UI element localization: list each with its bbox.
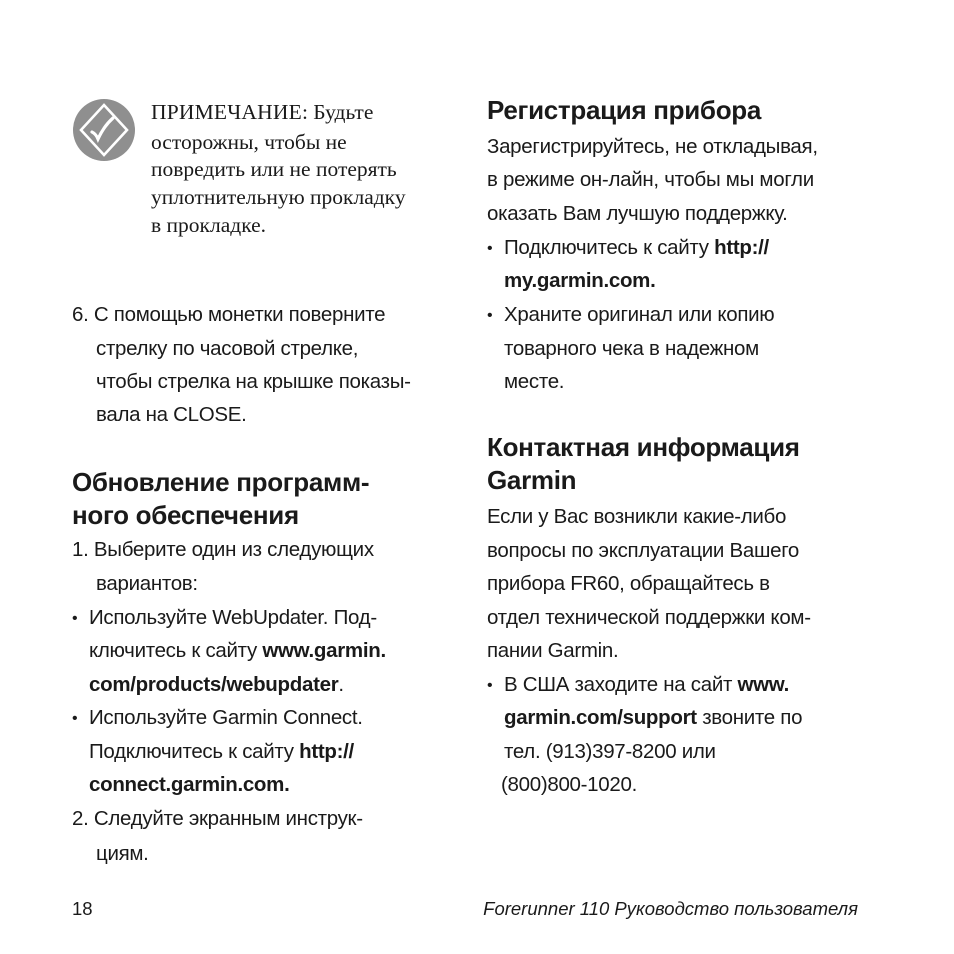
note-line-5: в прокладке. bbox=[151, 213, 267, 237]
note-line-2: осторожны, чтобы не bbox=[151, 130, 347, 154]
registration-line-3: оказать Вам лучшую поддержку. bbox=[487, 202, 788, 225]
step6-line-4: вала на CLOSE. bbox=[96, 403, 247, 426]
contact-line-5: пании Garmin. bbox=[487, 639, 619, 662]
software-bullet1-line-1: Используйте WebUpdater. Под- bbox=[89, 606, 377, 629]
step6-line-1: 6. С помощью монетки поверните bbox=[72, 303, 386, 326]
note-label: ПРИМЕЧАНИЕ bbox=[151, 100, 302, 124]
contact-bullet-line-4: (800)800-1020. bbox=[501, 773, 637, 796]
note-line-4: уплотнительную прокладку bbox=[151, 185, 406, 209]
software-step2-line-1: 2. Следуйте экранным инструк- bbox=[72, 807, 363, 830]
bullet-icon: • bbox=[487, 307, 493, 324]
software-heading-line-2: ного обеспечения bbox=[72, 500, 299, 530]
registration-bullet2-line-3: месте. bbox=[504, 370, 565, 393]
registration-bullet1-line-1: Подключитесь к сайту http:// bbox=[504, 236, 769, 259]
bullet-icon: • bbox=[72, 710, 78, 727]
connect-link-part1[interactable]: http:// bbox=[299, 740, 354, 763]
note-check-icon bbox=[72, 98, 136, 162]
software-heading-line-1: Обновление программ- bbox=[72, 467, 370, 497]
registration-bullet2-line-1: Храните оригинал или копию bbox=[504, 303, 775, 326]
mygarmin-link-part2[interactable]: my.garmin.com. bbox=[504, 269, 656, 292]
contact-heading-line-1: Контактная информация bbox=[487, 432, 800, 462]
note-line-1: ПРИМЕЧАНИЕ: Будьте bbox=[151, 100, 374, 124]
software-bullet2-line-1: Используйте Garmin Connect. bbox=[89, 706, 363, 729]
software-step1-line-1: 1. Выберите один из следующих bbox=[72, 538, 374, 561]
bullet-icon: • bbox=[72, 610, 78, 627]
contact-heading-line-2: Garmin bbox=[487, 465, 577, 495]
footer-title: Forerunner 110 Руководство пользователя bbox=[483, 898, 858, 919]
software-bullet1-line-3: com/products/webupdater. bbox=[89, 673, 344, 696]
contact-bullet-line-1: В США заходите на сайт www. bbox=[504, 673, 790, 696]
mygarmin-link-part1[interactable]: http:// bbox=[714, 236, 769, 259]
registration-heading: Регистрация прибора bbox=[487, 95, 762, 125]
contact-bullet-line-3: тел. (913)397-8200 или bbox=[504, 740, 716, 763]
contact-line-4: отдел технической поддержки ком- bbox=[487, 606, 811, 629]
step6-line-3: чтобы стрелка на крышке показы- bbox=[96, 370, 411, 393]
step6-line-2: стрелку по часовой стрелке, bbox=[96, 337, 359, 360]
registration-line-1: Зарегистрируйтесь, не откладывая, bbox=[487, 135, 818, 158]
software-bullet1-line-2: ключитесь к сайту www.garmin. bbox=[89, 639, 386, 662]
registration-bullet2-line-2: товарного чека в надежном bbox=[504, 337, 759, 360]
contact-bullet-line-2: garmin.com/support звоните по bbox=[504, 706, 803, 729]
bullet-icon: • bbox=[487, 240, 493, 257]
support-link-part1[interactable]: www. bbox=[737, 673, 790, 696]
note-line-3: повредить или не потерять bbox=[151, 157, 397, 181]
registration-line-2: в режиме он-лайн, чтобы мы могли bbox=[487, 168, 814, 191]
webupdater-link-part2[interactable]: com/products/webupdater bbox=[89, 673, 339, 696]
support-link-part2[interactable]: garmin.com/support bbox=[504, 706, 697, 729]
webupdater-link-part1[interactable]: www.garmin. bbox=[262, 639, 386, 662]
software-step2-line-2: циям. bbox=[96, 842, 149, 865]
page-number: 18 bbox=[72, 898, 93, 919]
connect-link-part2[interactable]: connect.garmin.com. bbox=[89, 773, 290, 796]
contact-line-2: вопросы по эксплуатации Вашего bbox=[487, 539, 800, 562]
contact-line-1: Если у Вас возникли какие-либо bbox=[487, 505, 787, 528]
contact-line-3: прибора FR60, обращайтесь в bbox=[487, 572, 770, 595]
bullet-icon: • bbox=[487, 677, 493, 694]
software-bullet2-line-2: Подключитесь к сайту http:// bbox=[89, 740, 354, 763]
software-step1-line-2: вариантов: bbox=[96, 572, 198, 595]
